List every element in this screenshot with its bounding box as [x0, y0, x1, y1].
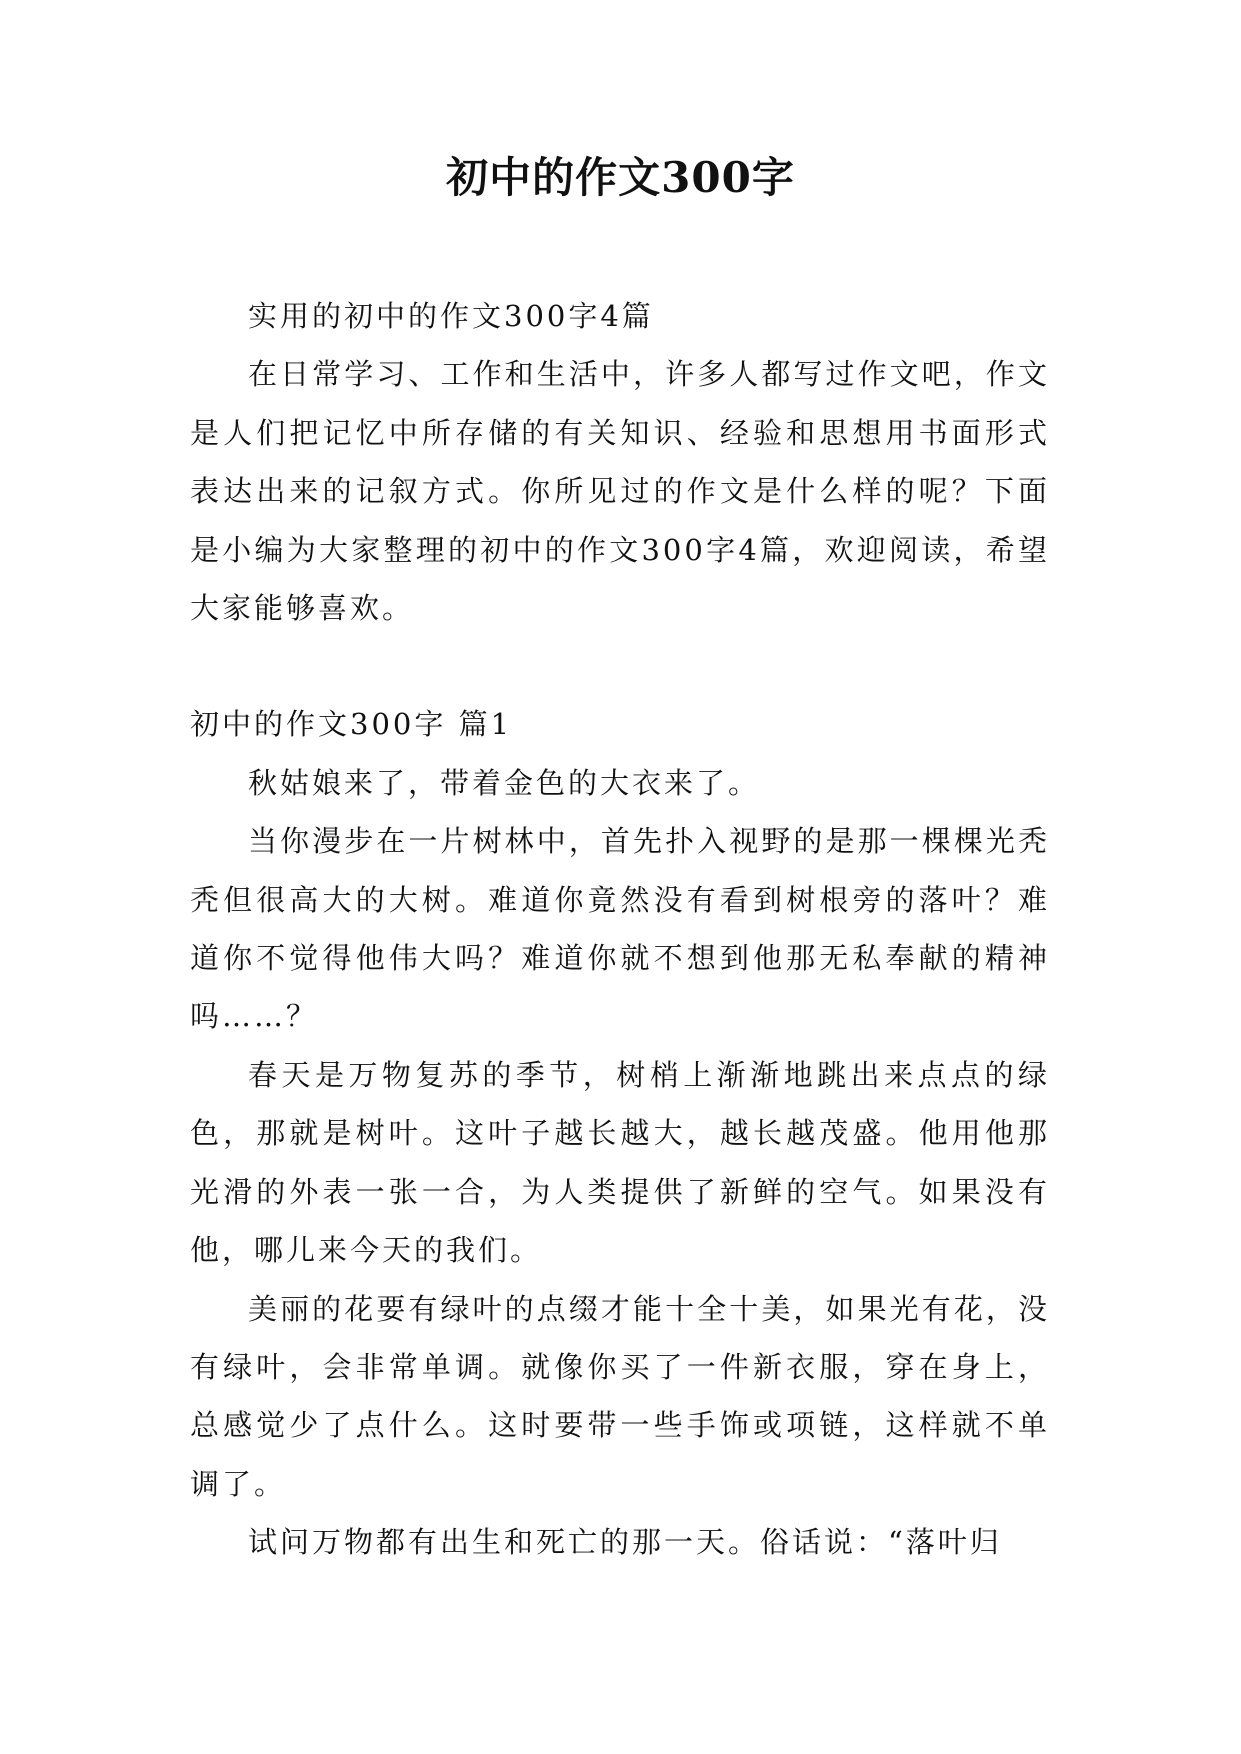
intro-paragraph: 在日常学习、工作和生活中，许多人都写过作文吧，作文是人们把记忆中所存储的有关知识、经验和思想用书面形式表达出来的记叙方式。你所见过的作文是什么样的呢？下面是小编为大家整理的初中的作文300字4篇，欢迎阅读，希望大家能够喜欢。	[190, 357, 1050, 626]
document-body	[190, 287, 1050, 1572]
body-paragraph-2: 当你漫步在一片树林中，首先扑入视野的是那一棵棵光秃秃但很高大的大树。难道你竟然没有看到树根旁的落叶？难道你不觉得他伟大吗？难道你就不想到他那无私奉献的精神吗……？	[190, 824, 1050, 1034]
body-paragraph-4: 美丽的花要有绿叶的点缀才能十全十美，如果光有花，没有绿叶，会非常单调。就像你买了一件新衣服，穿在身上，总感觉少了点什么。这时要带一些手饰或项链，这样就不单调了。	[190, 1291, 1050, 1501]
document-title: 初中的作文300字	[446, 153, 795, 202]
intro-subtitle: 实用的初中的作文300字4篇	[248, 299, 654, 333]
body-paragraph-3: 春天是万物复苏的季节，树梢上渐渐地跳出来点点的绿色，那就是树叶。这叶子越长越大，越长越茂盛。他用他那光滑的外表一张一合，为人类提供了新鲜的空气。如果没有他，哪儿来今天的我们。	[190, 1057, 1050, 1268]
body-paragraph-1: 秋姑娘来了，带着金色的大衣来了。	[248, 765, 761, 800]
section-heading: 初中的作文300字 篇1	[190, 707, 513, 742]
body-paragraph-5: 试问万物都有出生和死亡的那一天。俗话说：“落叶归	[248, 1525, 1002, 1560]
